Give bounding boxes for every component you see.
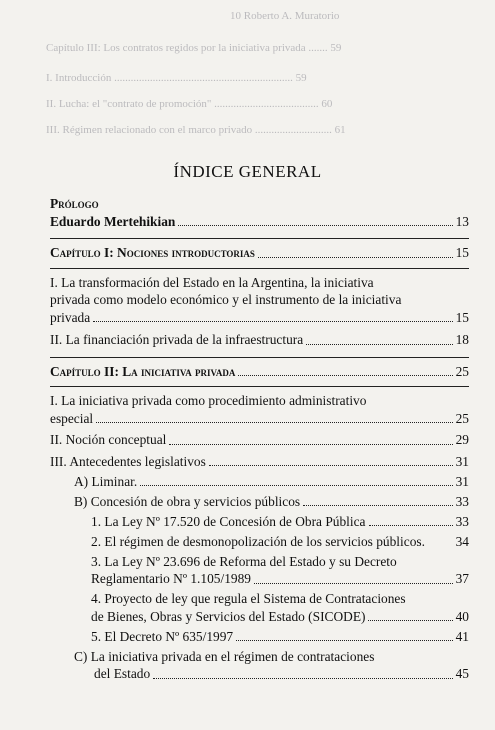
bleed-line: Capítulo III: Los contratos regidos por la iniciativa privada ....... 59 (46, 42, 342, 54)
chapter-2-heading (50, 363, 469, 381)
page-number: 31 (455, 473, 469, 489)
toc-entry-text: de Bienes, Obras y Servicios del Estado (SICODE) (91, 608, 366, 624)
toc-entry-line: I. La transformación del Estado en la Argentina, la iniciativa (50, 274, 374, 290)
toc-entry-text: III. Antecedentes legislativos (50, 453, 206, 469)
page-number: 41 (455, 628, 469, 644)
toc-entry-row (50, 493, 469, 511)
toc-entry (50, 274, 469, 327)
toc-entry-row (50, 453, 469, 471)
toc-entry-text: II. La financiación privada de la infraestructura (50, 332, 304, 347)
dot-leader (178, 225, 452, 226)
dot-leader (153, 678, 452, 679)
dot-leader (140, 485, 452, 486)
page-number: 25 (455, 410, 469, 426)
page-number: 33 (455, 493, 469, 509)
divider (50, 238, 469, 239)
toc-entry-text: privada (50, 309, 91, 325)
divider (50, 268, 469, 269)
toc-entry-text: B) Concesión de obra y servicios públicos (74, 493, 301, 509)
chapter-1-entries (50, 274, 469, 349)
toc-entry-text: especial (50, 410, 94, 426)
toc-entry-row (50, 513, 469, 531)
page-number: 15 (455, 309, 469, 325)
page-number: 29 (455, 432, 469, 447)
toc-entry (50, 628, 469, 646)
toc-entry (50, 473, 469, 491)
page-number: 13 (455, 213, 469, 229)
toc-entry-row (50, 473, 469, 491)
page-number: 40 (455, 608, 469, 624)
page-number: 33 (455, 513, 469, 529)
divider (50, 357, 469, 358)
toc-entry (50, 431, 469, 449)
toc-entry-line: privada como modelo económico y el instrumento de la iniciativa (50, 292, 402, 307)
toc-entry-text: A) Liminar. (74, 473, 138, 489)
dot-leader (96, 422, 452, 423)
table-of-contents (50, 195, 469, 683)
toc-entry (50, 513, 469, 531)
toc-entry-line: 3. La Ley Nº 23.696 de Reforma del Estado y su Decreto (91, 553, 397, 569)
dot-leader (303, 505, 452, 506)
bleed-through-text (0, 0, 495, 150)
toc-entry-text: del Estado (94, 666, 151, 681)
toc-entry-text: Reglamentario Nº 1.105/1989 (91, 571, 251, 586)
dot-leader (209, 465, 453, 466)
toc-entry-row (50, 410, 469, 428)
prologo-label: Prólogo (50, 196, 99, 211)
dot-leader (169, 444, 452, 445)
page-number: 18 (455, 332, 469, 347)
dot-leader (369, 525, 453, 526)
page-title: ÍNDICE GENERAL (173, 162, 322, 181)
dot-leader (238, 375, 452, 376)
dot-leader (254, 583, 453, 584)
toc-entry-row (50, 431, 469, 449)
toc-entry (50, 553, 469, 588)
toc-entry-text: 2. El régimen de desmonopolización de los servicios públicos. (91, 533, 425, 549)
toc-entry-line: C) La iniciativa privada en el régimen de contrataciones (74, 648, 375, 664)
toc-entry (50, 590, 469, 625)
dot-leader (306, 344, 452, 345)
divider (50, 386, 469, 387)
page-number: 15 (455, 245, 469, 260)
dot-leader (368, 620, 452, 621)
page-number: 45 (455, 666, 469, 681)
toc-entry-text: 1. La Ley Nº 17.520 de Concesión de Obra Pública (91, 513, 366, 529)
toc-entry-row (50, 608, 469, 626)
chapter-1-title: Capítulo I: Nociones introductorias (50, 245, 255, 260)
bleed-header: 10 Roberto A. Muratorio (230, 10, 340, 22)
chapter-2-title: Capítulo II: La iniciativa privada (50, 363, 236, 379)
page-number: 31 (455, 453, 469, 469)
dot-leader (258, 257, 453, 258)
toc-entry-row (50, 628, 469, 646)
bleed-line: I. Introducción ................................................................. 59 (46, 72, 307, 84)
toc-entry-prologo (50, 213, 469, 231)
toc-entry-row (50, 665, 469, 683)
page-number: 25 (455, 363, 469, 379)
prologo-author: Eduardo Mertehikian (50, 213, 176, 229)
toc-entry-line: I. La iniciativa privada como procedimiento administrativo (50, 393, 367, 408)
dot-leader (236, 640, 452, 641)
toc-entry (50, 493, 469, 511)
toc-entry-row (50, 533, 469, 551)
toc-entry (50, 392, 469, 427)
toc-entry-row (50, 331, 469, 349)
dot-leader (93, 321, 452, 322)
toc-entry (50, 533, 469, 551)
toc-entry (50, 648, 469, 683)
toc-entry-text: 5. El Decreto Nº 635/1997 (91, 628, 234, 644)
page-number: 34 (455, 533, 469, 549)
bleed-line: II. Lucha: el "contrato de promoción" ...................................... 60 (46, 98, 333, 110)
chapter-2-subentries (50, 473, 469, 683)
page-number: 37 (455, 571, 469, 586)
bleed-line: III. Régimen relacionado con el marco privado ............................ 61 (46, 124, 346, 136)
toc-entry (50, 453, 469, 471)
toc-entry-row (50, 570, 469, 588)
toc-entry-row (50, 309, 469, 327)
toc-entry-line: 4. Proyecto de ley que regula el Sistema de Contrataciones (91, 591, 406, 606)
chapter-1-heading (50, 244, 469, 262)
chapter-2-entries (50, 392, 469, 470)
toc-entry (50, 331, 469, 349)
toc-entry-text: II. Noción conceptual (50, 432, 167, 447)
